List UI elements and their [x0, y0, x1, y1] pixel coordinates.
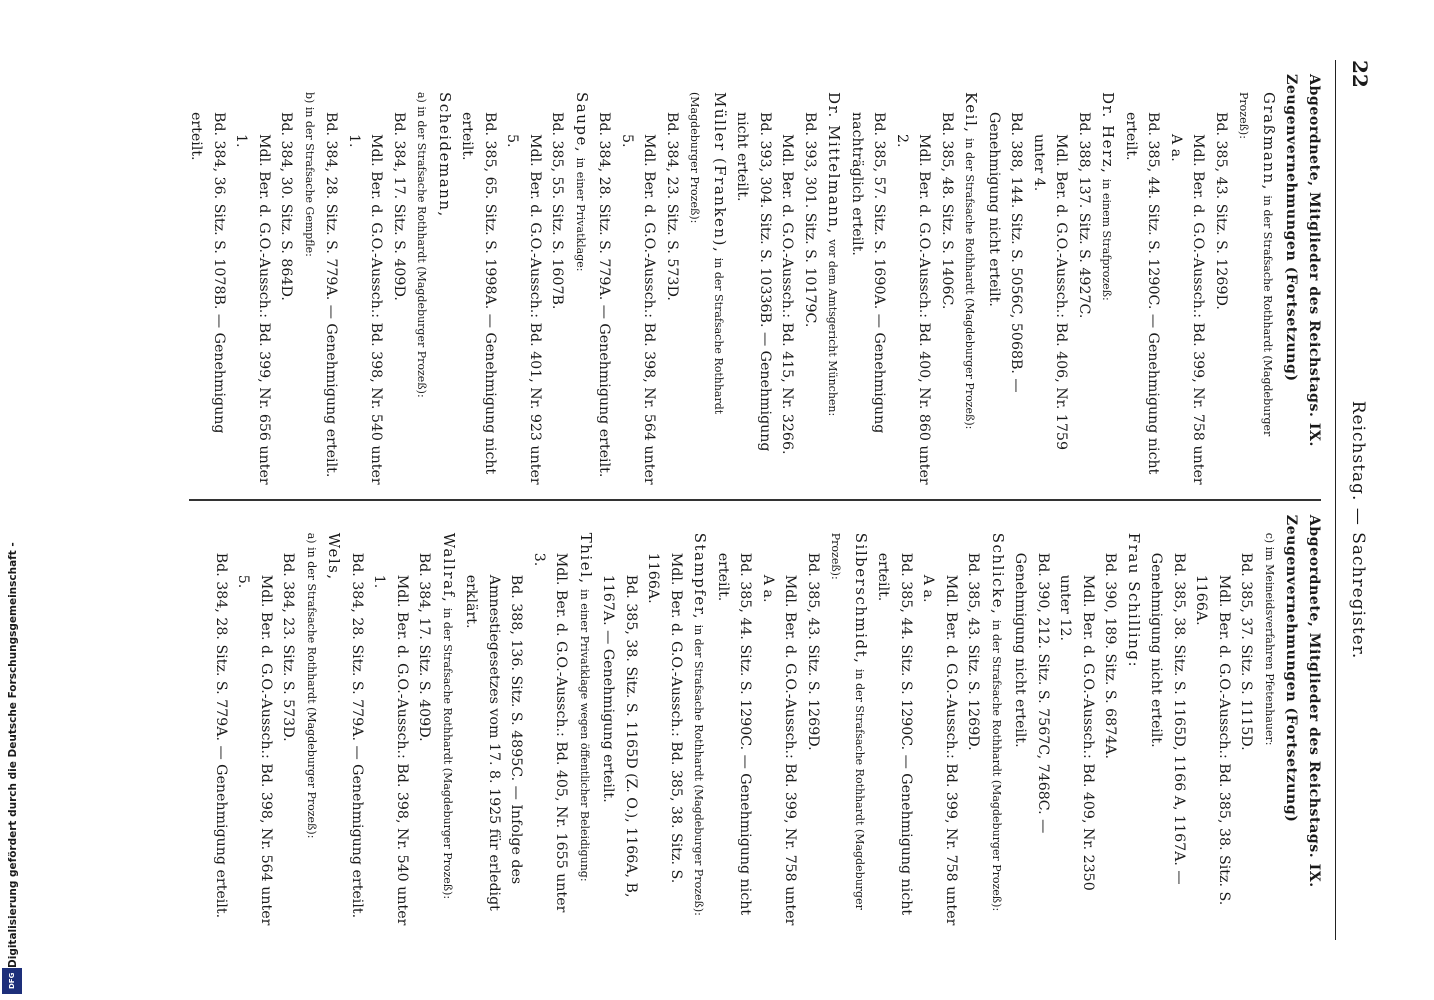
- columns: [185, 60, 1325, 940]
- reference-line: Mdl. Ber. d. G.O.-Aussch.: Bd. 398, Nr. 564 unter 5.: [619, 134, 658, 485]
- register-entry: [346, 515, 461, 926]
- register-entry: [593, 74, 731, 485]
- reference-line: Bd. 390, 212. Sitz. S. 7567C, 7468C. — Genehmigung nicht erteilt.: [1012, 552, 1051, 834]
- left-column: [185, 60, 1325, 499]
- reference-line: Bd. 385, 65. Sitz. S. 1998A. — Genehmigung nicht erteilt.: [459, 112, 498, 475]
- reference-line: Bd. 385, 43. Sitz. S. 1269D.: [1213, 112, 1229, 310]
- register-entry: [731, 74, 846, 485]
- scanned-page: [154, 20, 1390, 980]
- member-name: Schlicke,: [989, 532, 1007, 616]
- funding-note-text: Digitalisierung gefördert durch die Deutsche Forschungsgemeinschaft -: [7, 542, 19, 968]
- entry-head: [433, 74, 457, 485]
- register-entry: [1009, 515, 1145, 926]
- reference-line: Bd. 385, 44. Sitz. S. 1290C. — Genehmigung nicht erteilt.: [1123, 112, 1162, 475]
- entry-head: [683, 74, 731, 485]
- entry-context: in der Strafsache Rothhardt (Magdeburger Prozeß):: [692, 624, 706, 916]
- reference-line: Bd. 393, 304. Sitz. S. 10336B. — Genehmigung nicht erteilt.: [734, 112, 773, 452]
- reference-line: Bd. 384, 36. Sitz. S. 1078B. — Genehmigung erteilt.: [188, 112, 227, 434]
- reference-line: Bd. 385, 48. Sitz. S. 1406C.: [939, 112, 955, 310]
- reference-line: Mdl. Ber. d. G.O.-Aussch.: Bd. 385, 38. Sitz. S. 1166A.: [645, 552, 684, 884]
- member-name: Silberschmidt,: [852, 532, 870, 665]
- entry-head: [569, 74, 594, 485]
- reference-line: Mdl. Ber. d. G.O.-Aussch.: Bd. 405, Nr. 1655 unter 3.: [531, 552, 570, 913]
- section-heading: Abgeordnete, Mitglieder des Reichstags. IX. Zeugenvernehmungen (Fortsetzung): [1283, 514, 1322, 888]
- page-title: Reichstag. — Sachregister.: [1348, 400, 1368, 660]
- entry-context: b) in der Strafsache Gempfle:: [303, 92, 316, 257]
- reference-line: Bd. 385, 44. Sitz. S. 1290C. — Genehmigung nicht erteilt.: [715, 552, 754, 916]
- reference-line: Mdl. Ber. d. G.O.-Aussch.: Bd. 399, Nr. 656 unter 1.: [233, 134, 272, 485]
- entry-context: in der Strafsache Rothhardt (Magdeburger Prozeß):: [990, 619, 1003, 912]
- register-entry: [846, 74, 983, 485]
- member-name: Frau Schilling:: [1125, 532, 1143, 669]
- entry-head: [821, 74, 846, 485]
- member-name: Müller (Franken),: [711, 92, 729, 254]
- entry-context: a) in der Strafsache Rothhardt (Magdeburger Prozeß):: [415, 92, 429, 398]
- reference-line: Bd. 385, 38. Sitz. S. 1165D, 1166 A, 1167A. — Genehmigung nicht erteilt.: [1148, 552, 1187, 885]
- entry-head: [436, 515, 461, 926]
- reference-line: Bd. 390, 189. Sitz. S. 6874A.: [1102, 552, 1119, 760]
- register-entry: [210, 515, 323, 926]
- reference-line: Mdl. Ber. d. G.O.-Aussch.: Bd. 401, Nr. 923 unter 5.: [504, 134, 543, 485]
- reference-line: Mdl. Ber. d. G.O.-Aussch.: Bd. 385, 38. Sitz. S. 1166A.: [1193, 574, 1232, 906]
- entry-head: [322, 515, 346, 926]
- reference-line: Mdl. Ber. d. G.O.-Aussch.: Bd. 409, Nr. 2350 unter 12.: [1057, 574, 1096, 891]
- entry-head: [985, 515, 1010, 926]
- member-name: Dr. Herz,: [1099, 92, 1118, 175]
- reference-line: Mdl. Ber. d. G.O.-Aussch.: Bd. 415, Nr. 3266.: [779, 134, 796, 455]
- reference-line: Bd. 385, 57. Sitz. S. 1690A. — Genehmigung nachträglich erteilt.: [849, 112, 888, 434]
- register-entry: [456, 74, 593, 485]
- entry-context: in der Strafsache Rothhardt (Magdeburger Prozeß):: [688, 92, 725, 415]
- member-name: Stampfer,: [691, 532, 710, 621]
- reference-line: Mdl. Ber. d. G.O.-Aussch.: Bd. 399, Nr. 758 unter A a.: [760, 574, 799, 926]
- register-entry: [1145, 515, 1280, 926]
- page-number: 22: [1348, 60, 1372, 88]
- register-entry: [185, 74, 320, 485]
- register-entry: [433, 74, 457, 485]
- entry-head: [1232, 74, 1280, 485]
- reference-line: Bd. 385, 37. Sitz. S. 1115D.: [1238, 552, 1255, 751]
- register-entry: [712, 515, 873, 926]
- reference-line: Bd. 388, 136. Sitz. S. 4895C. — Infolge des Amnestiegesetzes vom 17. 8. 1925 für erledigt erklärt.: [463, 574, 525, 911]
- entry-context: in einem Strafprozeß:: [1100, 178, 1114, 301]
- register-entry: [1120, 74, 1281, 485]
- entry-head: [687, 515, 712, 926]
- reference-line: Bd. 384, 17. Sitz. S. 409D.: [391, 112, 407, 301]
- page-header: [1335, 60, 1372, 940]
- entry-context: vor dem Amtsgericht München:: [826, 239, 840, 417]
- reference-line: Bd. 384, 28. Sitz. S. 779A. — Genehmigung erteilt.: [213, 552, 229, 919]
- member-name: Thiel,: [577, 532, 595, 585]
- member-name: Scheidemann,: [436, 92, 454, 218]
- reference-line: Mdl. Ber. d. G.O.-Aussch.: Bd. 398, Nr. 540 unter 1.: [346, 134, 385, 485]
- member-name: Dr. Mittelmann,: [825, 92, 844, 235]
- reference-line: Bd. 385, 55. Sitz. S. 1607B.: [549, 112, 566, 310]
- member-name: Wels,: [325, 532, 344, 581]
- reference-line: Bd. 384, 28. Sitz. S. 779A. — Genehmigung erteilt.: [349, 552, 365, 919]
- reference-line: Bd. 384, 23. Sitz. S. 573D.: [664, 112, 680, 301]
- entry-context: in der Strafsache Rothhardt (Magdeburger Prozeß):: [441, 607, 454, 900]
- member-name: Keil,: [962, 92, 981, 134]
- reference-line: Mdl. Ber. d. G.O.-Aussch.: Bd. 398, Nr. 540 unter 1.: [371, 574, 410, 926]
- reference-line: Bd. 384, 28. Sitz. S. 779A. — Genehmigung erteilt.: [323, 112, 340, 478]
- reference-line: Bd. 384, 17. Sitz. S. 409D.: [416, 552, 433, 742]
- register-entry: [320, 74, 433, 485]
- right-column: [185, 501, 1325, 940]
- entry-context: in einer Privatklage wegen öffentlicher Beleidigung:: [578, 589, 591, 882]
- reference-line: Bd. 385, 43. Sitz. S. 1269D.: [965, 552, 982, 751]
- register-entry: [460, 515, 597, 926]
- entry-context: in der Strafsache Rothhardt (Magdeburger Prozeß):: [829, 532, 866, 910]
- register-entry: [322, 515, 346, 926]
- member-name: Wallraf,: [440, 532, 458, 604]
- reference-line: Mdl. Ber. d. G.O.-Aussch.: Bd. 399, Nr. 758 unter A a.: [1168, 134, 1207, 485]
- reference-line: Bd. 384, 23. Sitz. S. 573D.: [280, 552, 297, 742]
- register-entry: [983, 74, 1120, 485]
- reference-line: Bd. 388, 137. Sitz. S. 4927C.: [1076, 112, 1092, 319]
- member-name: Graßmann,: [1260, 92, 1278, 191]
- register-entry: [597, 515, 712, 926]
- entry-context: c) im Meineidsverfahren Pfetenhauer:: [1263, 532, 1276, 746]
- section-heading: Abgeordnete, Mitglieder des Reichstags. IX. Zeugenvernehmungen (Fortsetzung): [1283, 74, 1322, 447]
- reference-line: Mdl. Ber. d. G.O.-Aussch.: Bd. 400, Nr. 860 unter 2.: [894, 134, 933, 485]
- entry-head: [1095, 74, 1120, 485]
- funding-note: [4, 542, 22, 996]
- dfg-logo: DFG: [2, 968, 22, 994]
- entry-head: [1122, 515, 1146, 926]
- entry-head: [958, 74, 983, 485]
- entry-head: [824, 515, 872, 926]
- reference-line: Bd. 385, 43. Sitz. S. 1269D.: [805, 552, 821, 751]
- reference-line: Mdl. Ber. d. G.O.-Aussch.: Bd. 399, Nr. 758 unter A a.: [920, 574, 959, 926]
- reference-line: Bd. 384, 28. Sitz. S. 779A. — Genehmigung erteilt.: [596, 112, 613, 478]
- reference-line: Bd. 385, 38. Sitz. S. 1165D (Z. O.), 1166A, B, 1167A. — Genehmigung erteilt.: [600, 574, 639, 898]
- register-entry: [872, 515, 1009, 926]
- reference-line: Bd. 384, 30. Sitz. S. 864D.: [278, 112, 295, 301]
- reference-line: Mdl. Ber. d. G.O.-Aussch.: Bd. 406, Nr. 1759 unter 4.: [1031, 134, 1070, 450]
- reference-line: Bd. 385, 44. Sitz. S. 1290C. — Genehmigung nicht erteilt.: [875, 552, 914, 916]
- entry-context: in einer Privatklage:: [574, 157, 587, 272]
- member-name: Saupe,: [573, 92, 591, 154]
- reference-line: Bd. 388, 144. Sitz. S. 5056C, 5068B. — Genehmigung nicht erteilt.: [986, 112, 1025, 393]
- entry-head: [573, 515, 598, 926]
- entry-context: in der Strafsache Rothhardt (Magdeburger Prozeß):: [963, 138, 977, 430]
- entry-context: in der Strafsache Rothhardt (Magdeburger Prozeß):: [1237, 92, 1274, 437]
- reference-line: Mdl. Ber. d. G.O.-Aussch.: Bd. 398, Nr. 564 unter 5.: [235, 574, 274, 926]
- reference-line: Bd. 393, 301. Sitz. S. 10179C.: [802, 112, 818, 328]
- entry-context: a) in der Strafsache Rothhardt (Magdeburger Prozeß):: [305, 532, 318, 839]
